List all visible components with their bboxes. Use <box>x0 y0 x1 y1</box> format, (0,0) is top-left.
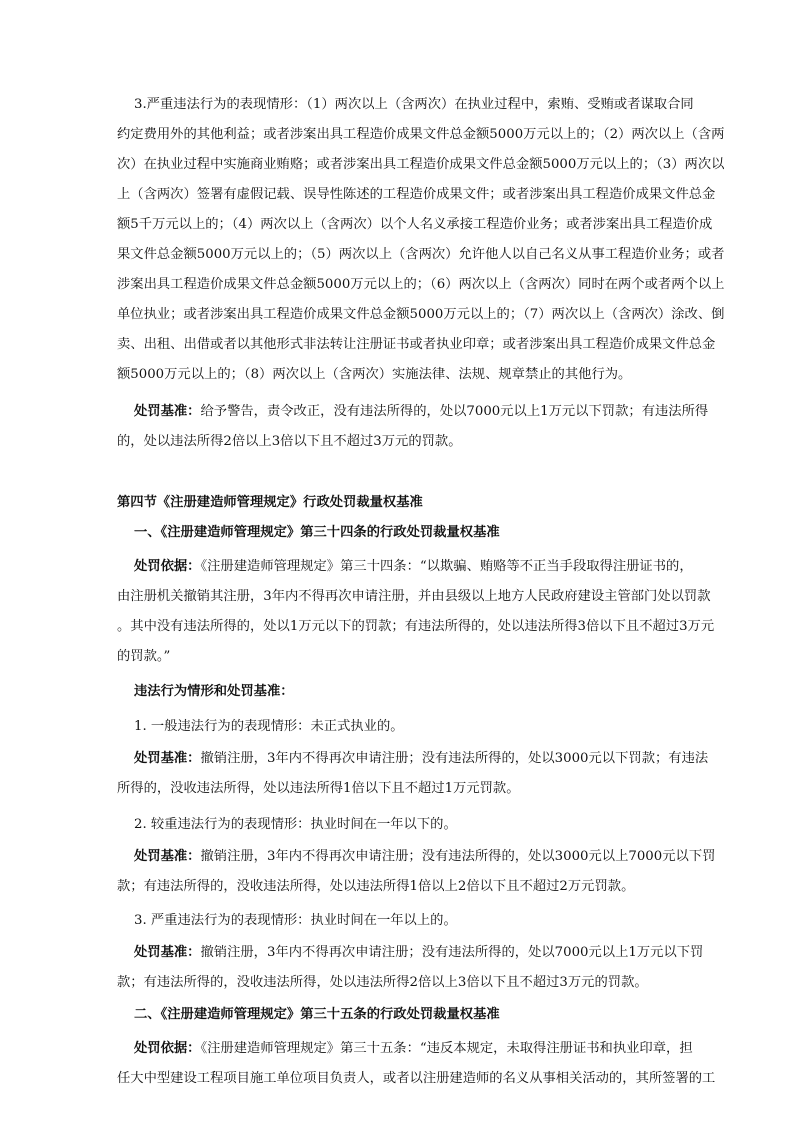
article-34-basis-line-4: 的罚款。” <box>117 649 171 664</box>
severe-violation-line-1: 3.严重违法行为的表现情形：（1）两次以上（含两次）在执业过程中，索贿、受贿或者谋取合同 <box>134 97 694 112</box>
section-heading: 第四节《注册建造师管理规定》行政处罚裁量权基准 <box>117 495 423 510</box>
penalty-label: 处罚基准： <box>134 751 201 766</box>
severe-violation-line-5: 额5千万元以上的；（4）两次以上（含两次）以个人名义承接工程造价业务；或者涉案出具工程造价成 <box>117 217 713 232</box>
penalty-text: 撤销注册，3年内不得再次申请注册；没有违法所得的，处以7000元以上1万元以下罚 <box>200 945 704 960</box>
general-penalty-line-1 <box>0 744 709 774</box>
penalty-text: 给予警告，责令改正，没有违法所得的，处以7000元以上1万元以下罚款；有违法所得 <box>200 404 709 419</box>
basis-text: 《注册建造师管理规定》第三十四条：“以欺骗、贿赂等不正当手段取得注册证书的， <box>200 559 693 574</box>
severe-violation-line-7: 涉案出具工程造价成果文件总金额5000万元以上的；（6）两次以上（含两次）同时在两个或者两个以上 <box>117 277 725 292</box>
severe-violation-line-10: 额5000万元以上的；（8）两次以上（含两次）实施法律、法规、规章禁止的其他行为。 <box>117 367 632 382</box>
penalty-paragraph-line-2: 的，处以违法所得2倍以上3倍以下且不超过3万元的罚款。 <box>117 434 462 449</box>
basis-label: 处罚依据： <box>134 559 201 574</box>
basis-label: 处罚依据： <box>134 1041 201 1056</box>
article-34-heading: 一、《注册建造师管理规定》第三十四条的行政处罚裁量权基准 <box>134 525 500 540</box>
penalty-label: 处罚基准： <box>134 945 201 960</box>
article-35-basis-line-1 <box>0 1034 693 1064</box>
penalty-label: 处罚基准： <box>134 404 201 419</box>
penalty-label: 处罚基准： <box>134 849 201 864</box>
severe-violation-line-2: 约定费用外的其他利益；或者涉案出具工程造价成果文件总金额5000万元以上的；（2）两次以上（含两 <box>117 127 725 142</box>
penalty-text: 撤销注册，3年内不得再次申请注册；没有违法所得的，处以3000元以上7000元以下罚 <box>200 849 716 864</box>
severe-violation-line-3: 次）在执业过程中实施商业贿赂；或者涉案出具工程造价成果文件总金额5000万元以上的；（3）两次以 <box>117 157 725 172</box>
severe-penalty-line-2: 款；有违法所得的，没收违法所得，处以违法所得2倍以上3倍以下且不超过3万元的罚款。 <box>117 975 648 990</box>
article-35-basis-line-2: 任大中型建设工程项目施工单位项目负责人，或者以注册建造师的名义从事相关活动的，其所签署的工 <box>117 1071 716 1086</box>
situations-heading: 违法行为情形和处罚基准： <box>134 684 294 699</box>
serious-penalty-line-1 <box>0 842 716 872</box>
general-penalty-line-2: 所得的，没收违法所得，处以违法所得1倍以下且不超过1万元罚款。 <box>117 781 520 796</box>
severe-violation-line-4: 上（含两次）签署有虚假记载、误导性陈述的工程造价成果文件；或者涉案出具工程造价成果文件总金 <box>117 187 716 202</box>
serious-penalty-line-2: 款；有违法所得的，没收违法所得，处以违法所得1倍以上2倍以下且不超过2万元罚款。 <box>117 879 635 894</box>
article-34-basis-line-1 <box>0 552 693 582</box>
penalty-paragraph-line-1 <box>0 397 709 427</box>
basis-text: 《注册建造师管理规定》第三十五条：“违反本规定，未取得注册证书和执业印章，担 <box>200 1041 693 1056</box>
general-violation: 1. 一般违法行为的表现情形：未正式执业的。 <box>134 719 404 734</box>
severe-violation-line-8: 单位执业；或者涉案出具工程造价成果文件总金额5000万元以上的；（7）两次以上（含两次）涂改、倒 <box>117 307 725 322</box>
severe-violation: 3. 严重违法行为的表现情形：执业时间在一年以上的。 <box>134 913 457 928</box>
article-35-heading: 二、《注册建造师管理规定》第三十五条的行政处罚裁量权基准 <box>134 1007 500 1022</box>
severe-penalty-line-1 <box>0 938 704 968</box>
article-34-basis-line-2: 由注册机关撤销其注册，3年内不得再次申请注册，并由县级以上地方人民政府建设主管部门处以罚款 <box>117 589 711 604</box>
serious-violation: 2. 较重违法行为的表现情形：执业时间在一年以下的。 <box>134 817 457 832</box>
severe-violation-line-9: 卖、出租、出借或者以其他形式非法转让注册证书或者执业印章；或者涉案出具工程造价成果文件总金 <box>117 337 716 352</box>
penalty-text: 撤销注册，3年内不得再次申请注册；没有违法所得的，处以3000元以下罚款；有违法 <box>200 751 709 766</box>
article-34-basis-line-3: 。其中没有违法所得的，处以1万元以下的罚款；有违法所得的，处以违法所得3倍以下且不超过3万元 <box>117 619 715 634</box>
severe-violation-line-6: 果文件总金额5000万元以上的；（5）两次以上（含两次）允许他人以自己名义从事工程造价业务；或者 <box>117 247 725 262</box>
